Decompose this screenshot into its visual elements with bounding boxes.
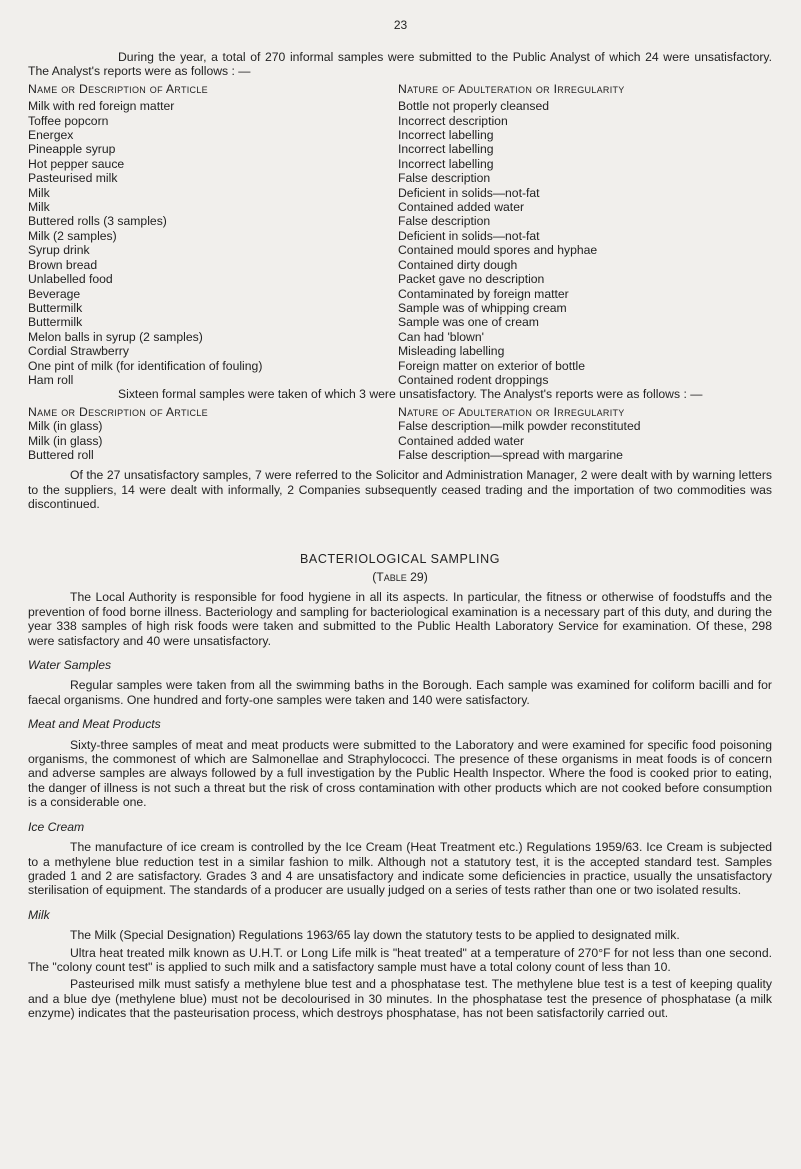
- nature-cell: Bottle not properly cleansed: [398, 99, 550, 114]
- table-row: [28, 186, 772, 200]
- unsatisfactory-summary: Of the 27 unsatisfactory samples, 7 were referred to the Solicitor and Administration Manager, 2 were dealt with by warning letters to the suppliers, 14 were dealt with informally, 2 Companies subsequently ceased trading and the importation of two commodities was discontinued.: [28, 468, 772, 512]
- article-cell: Buttered rolls (3 samples): [28, 214, 167, 229]
- nature-cell: Incorrect labelling: [398, 156, 494, 171]
- article-cell: Milk: [28, 200, 50, 215]
- meat-heading: Meat and Meat Products: [28, 717, 161, 732]
- article-cell: Ham roll: [28, 372, 74, 387]
- nature-cell: Contained added water: [398, 433, 525, 448]
- nature-cell: Foreign matter on exterior of bottle: [398, 358, 585, 373]
- table-row: [28, 344, 772, 358]
- table-row: [28, 359, 772, 373]
- nature-cell: Sample was of whipping cream: [398, 300, 567, 315]
- water-text: Regular samples were taken from all the swimming baths in the Borough. Each sample was examined for coliform bacilli and for faecal organisms. One hundred and forty-one samples were taken and 140 were satisfactory.: [28, 678, 772, 707]
- article-cell: Cordial Strawberry: [28, 344, 129, 359]
- nature-cell: Misleading labelling: [398, 344, 505, 359]
- table-row: [28, 448, 772, 462]
- milk-text-2: Ultra heat treated milk known as U.H.T. or Long Life milk is "heat treated" at a temperature of 270°F for not less than one second. The "colony count test" is applied to such milk and a satisfactory sample must have a total colony count of less than 10.: [28, 945, 772, 974]
- article-cell: Melon balls in syrup (2 samples): [28, 329, 203, 344]
- header-nature: Nature of Adulteration or Irregularity: [398, 404, 625, 419]
- article-cell: Pineapple syrup: [28, 142, 116, 157]
- article-cell: Beverage: [28, 286, 81, 301]
- article-cell: Buttermilk: [28, 315, 83, 330]
- table-row: [28, 171, 772, 185]
- header-article: Name or Description of Article: [28, 404, 208, 419]
- article-cell: Brown bread: [28, 257, 98, 272]
- header-nature: Nature of Adulteration or Irregularity: [398, 81, 625, 96]
- table-row: [28, 229, 772, 243]
- nature-cell: Deficient in solids—not-fat: [398, 228, 540, 243]
- formal-table: [28, 419, 772, 462]
- article-cell: Milk: [28, 185, 50, 200]
- page-content: [28, 50, 772, 1021]
- formal-intro: Sixteen formal samples were taken of which 3 were unsatisfactory. The Analyst's reports were as follows : —: [118, 387, 703, 402]
- informal-table: [28, 99, 772, 387]
- article-cell: Buttermilk: [28, 300, 83, 315]
- table-row: [28, 287, 772, 301]
- article-cell: Milk (in glass): [28, 419, 103, 434]
- table-row: [28, 373, 772, 387]
- nature-cell: Incorrect labelling: [398, 128, 494, 143]
- table-row: [28, 200, 772, 214]
- article-cell: Hot pepper sauce: [28, 156, 125, 171]
- milk-heading: Milk: [28, 907, 50, 922]
- nature-cell: Contained mould spores and hyphae: [398, 243, 598, 258]
- table-row: [28, 419, 772, 433]
- informal-intro: During the year, a total of 270 informal samples were submitted to the Public Analyst of which 24 were unsatisfactory. The Analyst's reports were as follows : —: [28, 50, 772, 79]
- table-row: [28, 301, 772, 315]
- section-title: BACTERIOLOGICAL SAMPLING: [299, 551, 501, 566]
- nature-cell: Incorrect labelling: [398, 142, 494, 157]
- nature-cell: False description—milk powder reconstituted: [398, 419, 641, 434]
- table-row: [28, 99, 772, 113]
- table-row: [28, 157, 772, 171]
- informal-table-header: [28, 82, 772, 96]
- article-cell: Energex: [28, 128, 74, 143]
- nature-cell: False description: [398, 171, 491, 186]
- bact-intro: The Local Authority is responsible for food hygiene in all its aspects. In particular, the fitness or otherwise of foodstuffs and the prevention of food borne illness. Bacteriology and sampling for bacteriological examination is a necessary part of this duty, and during the year 338 samples of high risk foods were taken and submitted to the Public Health Laboratory Service for examination. Of these, 298 were satisfactory and 40 were unsatisfactory.: [28, 590, 772, 648]
- nature-cell: False description—spread with margarine: [398, 447, 623, 462]
- formal-table-header: [28, 405, 772, 419]
- table-row: [28, 214, 772, 228]
- nature-cell: Contained rodent droppings: [398, 372, 549, 387]
- table-row: [28, 330, 772, 344]
- nature-cell: Incorrect description: [398, 113, 508, 128]
- nature-cell: Can had 'blown': [398, 329, 484, 344]
- article-cell: Milk with red foreign matter: [28, 99, 175, 114]
- article-cell: Pasteurised milk: [28, 171, 118, 186]
- article-cell: Buttered roll: [28, 447, 94, 462]
- water-heading: Water Samples: [28, 658, 112, 673]
- table-row: [28, 114, 772, 128]
- article-cell: Syrup drink: [28, 243, 90, 258]
- table-row: [28, 128, 772, 142]
- article-cell: One pint of milk (for identification of fouling): [28, 358, 263, 373]
- page-number: 23: [393, 18, 408, 32]
- nature-cell: Contaminated by foreign matter: [398, 286, 569, 301]
- table-reference: (Table 29): [372, 570, 428, 584]
- article-cell: Milk (in glass): [28, 433, 103, 448]
- milk-text-3: Pasteurised milk must satisfy a methylene blue test and a phosphatase test. The methylene blue test is a test of keeping quality and a blue dye (methylene blue) must not be decolourised in 30 minutes. In the phosphatase test the presence of phosphatase (a milk enzyme) indicates that the pasteurisation process, which destroys phosphatase, has not been satisfactorily carried out.: [28, 977, 772, 1021]
- ice-cream-text: The manufacture of ice cream is controlled by the Ice Cream (Heat Treatment etc.) Regulations 1959/63. Ice Cream is subjected to a methylene blue reduction test in a similar fashion to milk. Although not a statutory test, it is the accepted standard test. Samples graded 1 and 2 are satisfactory. Grades 3 and 4 are unsatisfactory and indicate some deficiencies in practice, usually the unsatisfactory sterilisation of equipment. The standards of a producer are usually judged on a series of tests rather than one or two isolated results.: [28, 840, 772, 898]
- nature-cell: Contained added water: [398, 200, 525, 215]
- article-cell: Milk (2 samples): [28, 228, 117, 243]
- table-row: [28, 272, 772, 286]
- article-cell: Unlabelled food: [28, 272, 113, 287]
- header-article: Name or Description of Article: [28, 81, 208, 96]
- article-cell: Toffee popcorn: [28, 113, 109, 128]
- nature-cell: Contained dirty dough: [398, 257, 518, 272]
- nature-cell: Sample was one of cream: [398, 315, 539, 330]
- nature-cell: Packet gave no description: [398, 272, 545, 287]
- nature-cell: Deficient in solids—not-fat: [398, 185, 540, 200]
- table-row: [28, 315, 772, 329]
- ice-cream-heading: Ice Cream: [28, 819, 85, 834]
- milk-text-1: The Milk (Special Designation) Regulations 1963/65 lay down the statutory tests to be applied to designated milk.: [70, 928, 680, 943]
- meat-text: Sixty-three samples of meat and meat products were submitted to the Laboratory and were examined for specific food poisoning organisms, the commonest of which are Salmonellae and Straphylococci. The presence of these organisms in meat foods is of concern and adverse samples are always followed by a full investigation by the Public Health Inspector. Where the food is cooked prior to eating, the danger of illness is not such a threat but the risk of cross contamination with other products which are not cooked before consumption is a considerable one.: [28, 737, 772, 810]
- table-row: [28, 243, 772, 257]
- nature-cell: False description: [398, 214, 491, 229]
- table-row: [28, 434, 772, 448]
- table-row: [28, 142, 772, 156]
- table-row: [28, 258, 772, 272]
